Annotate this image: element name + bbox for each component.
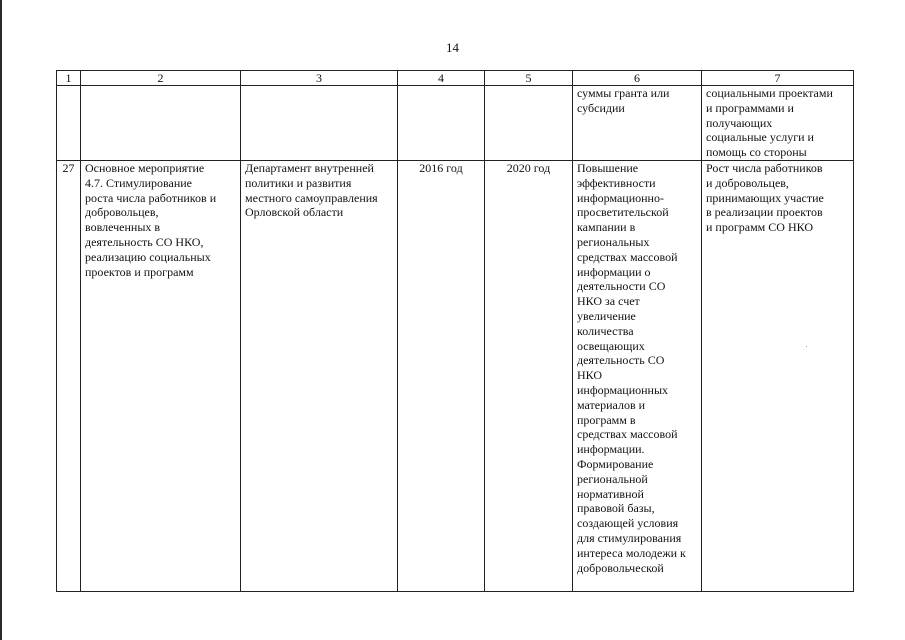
scan-speck bbox=[806, 346, 807, 347]
cell-indicator-continued: социальными проектами и программами и получающих социальные услуги и помощь со стороны bbox=[702, 86, 854, 161]
cell-result-continued: суммы гранта или субсидии bbox=[573, 86, 702, 161]
cell-indicator: Рост числа работников и добровольцев, принимающих участие в реализации проектов и программ СО НКО bbox=[702, 161, 854, 592]
cell-start-year: 2016 год bbox=[398, 161, 485, 592]
column-number-7: 7 bbox=[702, 71, 854, 86]
column-number-5: 5 bbox=[485, 71, 573, 86]
table-row-continuation bbox=[57, 86, 854, 161]
column-number-3: 3 bbox=[241, 71, 398, 86]
cell-empty bbox=[485, 86, 573, 161]
table-header-row bbox=[57, 71, 854, 86]
program-table bbox=[56, 70, 854, 592]
column-number-1: 1 bbox=[57, 71, 81, 86]
column-number-6: 6 bbox=[573, 71, 702, 86]
cell-empty bbox=[398, 86, 485, 161]
column-number-4: 4 bbox=[398, 71, 485, 86]
cell-empty bbox=[81, 86, 241, 161]
cell-executor: Департамент внутренней политики и развития местного самоуправления Орловской области bbox=[241, 161, 398, 592]
cell-empty bbox=[57, 86, 81, 161]
cell-event-name: Основное мероприятие 4.7. Стимулирование роста числа работников и добровольцев, вовлеченных в деятельность СО НКО, реализацию социальных проектов и программ bbox=[81, 161, 241, 592]
cell-end-year: 2020 год bbox=[485, 161, 573, 592]
cell-empty bbox=[241, 86, 398, 161]
cell-row-number: 27 bbox=[57, 161, 81, 592]
page-number: 14 bbox=[446, 40, 459, 55]
cell-expected-result: Повышение эффективности информационно- просветительской кампании в региональных средствах массовой информации о деятельности СО НКО за счет увеличение количества освещающих деятельность СО НКО информационных материалов и программ в средствах массовой информации. Формирование региональной нормативной правовой базы, создающей условия для стимулирования интереса молодежи к добровольческой bbox=[573, 161, 702, 592]
scan-left-edge bbox=[0, 0, 2, 640]
table-row-27 bbox=[57, 161, 854, 592]
column-number-2: 2 bbox=[81, 71, 241, 86]
